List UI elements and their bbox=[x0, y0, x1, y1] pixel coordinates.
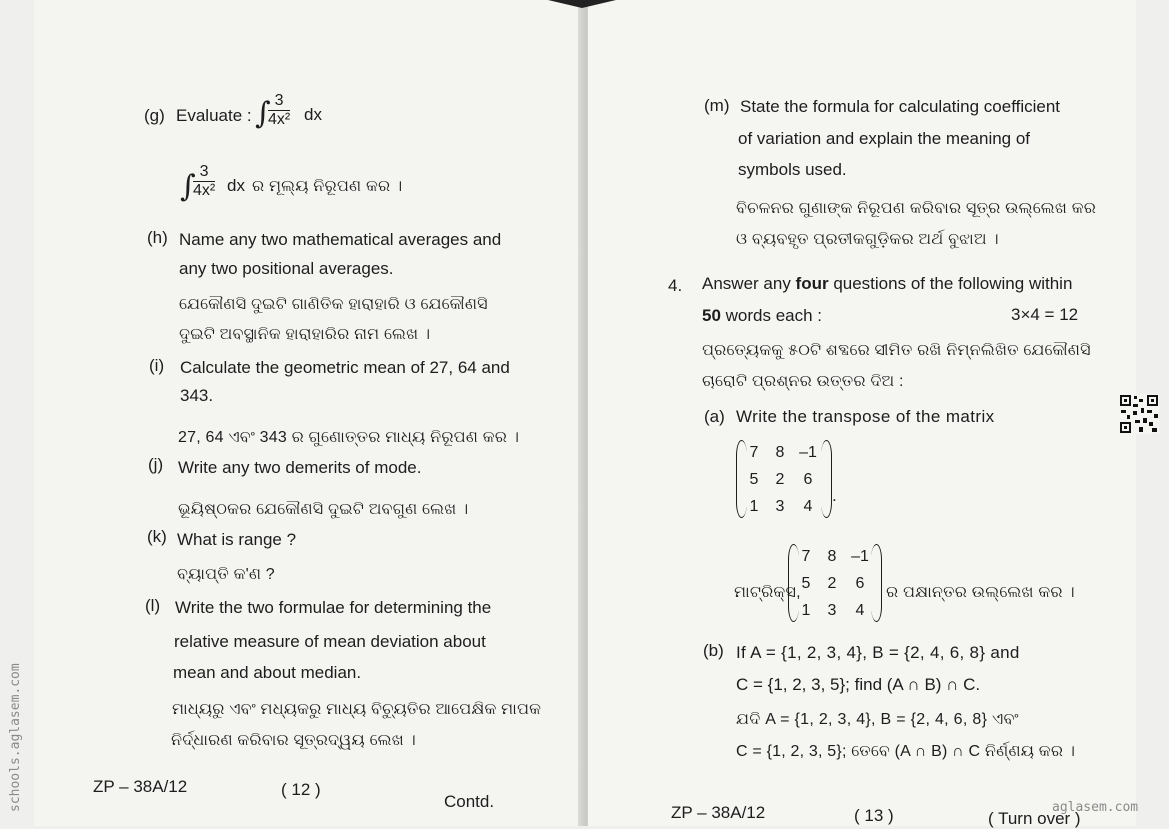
q-i-line2: 343. bbox=[180, 386, 214, 405]
matrix-1-cell: 3 bbox=[775, 498, 785, 515]
matrix-1-cell: 6 bbox=[803, 471, 813, 488]
matrix-2-cell: 1 bbox=[801, 602, 811, 619]
spine-tip bbox=[548, 0, 616, 8]
right-footer-page: ( 13 ) bbox=[854, 806, 894, 825]
matrix-2-cell: 4 bbox=[855, 602, 865, 619]
matrix-1-cell: 2 bbox=[775, 471, 785, 488]
matrix-1-cell: –1 bbox=[799, 444, 817, 461]
right-footer-turn: ( Turn over ) bbox=[988, 809, 1081, 828]
q-l-label: (l) bbox=[145, 596, 161, 615]
q-h-line2: any two positional averages. bbox=[179, 259, 394, 278]
q-b-odia1: ଯଦି A = {1, 2, 3, 4}, B = {2, 4, 6, 8} ଏବଂ bbox=[736, 711, 1019, 728]
q-g-text: Evaluate : bbox=[176, 106, 252, 125]
q-h-line1: Name any two mathematical averages and bbox=[179, 230, 502, 249]
integral-sign: ∫ bbox=[255, 96, 271, 131]
q-k-odia1: ବ୍ୟାପ୍ତି କ'ଣ ? bbox=[177, 566, 275, 583]
q-h-label: (h) bbox=[147, 228, 168, 247]
q-m-odia1: ବିଚଳନର ଗୁଣାଙ୍କ ନିରୂପଣ କରିବାର ସୂତ୍ର ଉଲ୍ଲେଖ କର bbox=[736, 200, 1097, 217]
q-k-line1: What is range ? bbox=[177, 530, 297, 549]
q-l-line2: relative measure of mean deviation about bbox=[174, 632, 486, 651]
q-b-label: (b) bbox=[703, 641, 724, 660]
q4-number: 4. bbox=[668, 276, 683, 295]
q-i-line1: Calculate the geometric mean of 27, 64 and bbox=[180, 358, 510, 377]
q-j-label: (j) bbox=[148, 455, 164, 474]
q-i-odia1: 27, 64 ଏବଂ 343 ର ଗୁଣୋତ୍ତର ମାଧ୍ୟ ନିରୂପଣ କର । bbox=[178, 429, 520, 446]
q4-line2-fifty: 50 bbox=[702, 306, 721, 325]
q-g-odia: ର ମୂଲ୍ୟ ନିରୂପଣ କର । bbox=[252, 178, 403, 195]
q-a-odia-prefix: ମାଟ୍ରିକ୍ସ, bbox=[734, 584, 801, 601]
q-g-label: (g) bbox=[144, 106, 165, 125]
q4-odia1: ପ୍ରତ୍ୟେକକୁ ୫୦ଟି ଶବ୍ଦରେ ସୀମିତ ରଖି ନିମ୍ନଲିଖିତ ଯେକୌଣସି bbox=[702, 342, 1091, 359]
matrix-1-cell: 7 bbox=[749, 444, 759, 461]
fraction-denominator-od: 4x² bbox=[193, 182, 216, 199]
q-k-label: (k) bbox=[147, 527, 167, 546]
qr-code-icon bbox=[1119, 394, 1159, 434]
matrix-2-cell: 3 bbox=[827, 602, 837, 619]
q-g-fraction bbox=[268, 92, 290, 129]
q-i-label: (i) bbox=[149, 356, 165, 375]
q-j-line1: Write any two demerits of mode. bbox=[178, 458, 422, 477]
q-m-line2: of variation and explain the meaning of bbox=[738, 129, 1031, 148]
matrix-2-cell: 2 bbox=[827, 575, 837, 592]
q4-line1-c: questions of the following within bbox=[828, 274, 1073, 293]
matrix-1-right-bracket bbox=[821, 440, 832, 518]
q-l-odia1: ମାଧ୍ୟରୁ ଏବଂ ମଧ୍ୟକରୁ ମାଧ୍ୟ ବିଚ୍ୟୁତିର ଆପେକ୍ଷିକ ମାପକ bbox=[172, 701, 542, 718]
q-g-dx-od: dx bbox=[227, 176, 245, 195]
q4-line1-a: Answer any bbox=[702, 274, 796, 293]
q-m-line1: State the formula for calculating coefficient bbox=[740, 97, 1061, 116]
q-a-label: (a) bbox=[704, 407, 725, 426]
q-h-odia2: ଦୁଇଟି ଅବସ୍ଥାନିକ ହାରାହାରିର ନାମ ଲେଖ । bbox=[179, 326, 431, 343]
q-b-line1: If A = {1, 2, 3, 4}, B = {2, 4, 6, 8} and bbox=[736, 643, 1020, 662]
matrix-1-cell: 8 bbox=[775, 444, 785, 461]
fraction-numerator-od: 3 bbox=[193, 163, 215, 182]
q-m-line3: symbols used. bbox=[738, 160, 847, 179]
q-g-fraction-od bbox=[193, 163, 215, 200]
matrix-1-cell: 5 bbox=[749, 471, 759, 488]
matrix-1-cell: 4 bbox=[803, 498, 813, 515]
q4-line1-four: four bbox=[795, 274, 829, 293]
matrix-1 bbox=[736, 440, 832, 520]
left-footer-contd: Contd. bbox=[444, 792, 495, 811]
q4-line2-b: words each : bbox=[720, 306, 823, 325]
q-m-label: (m) bbox=[704, 96, 730, 115]
matrix-2-cell: 7 bbox=[801, 548, 811, 565]
bottom-watermark: aglasem.com bbox=[1052, 800, 1139, 815]
q-m-odia2: ଓ ବ୍ୟବହୃତ ପ୍ରତୀକଗୁଡ଼ିକର ଅର୍ଥ ବୁଝାଅ । bbox=[736, 231, 999, 248]
side-watermark: schools.aglasem.com bbox=[8, 663, 23, 812]
fraction-numerator: 3 bbox=[268, 92, 290, 111]
matrix-2 bbox=[788, 544, 882, 624]
left-footer-page: ( 12 ) bbox=[281, 780, 321, 799]
q-l-line1: Write the two formulae for determining the bbox=[175, 598, 492, 617]
matrix-1-cell: 1 bbox=[749, 498, 759, 515]
q-l-odia2: ନିର୍ଦ୍ଧାରଣ କରିବାର ସୂତ୍ରଦ୍ୱୟ ଲେଖ । bbox=[171, 732, 416, 749]
integral-sign-od: ∫ bbox=[180, 169, 196, 204]
q-a-odia-suffix: ର ପକ୍ଷାନ୍ତର ଉଲ୍ଲେଖ କର । bbox=[886, 584, 1075, 601]
q4-line2 bbox=[702, 306, 822, 326]
q-h-odia1: ଯେକୌଣସି ଦୁଇଟି ଗାଣିତିକ ହାରାହାରି ଓ ଯେକୌଣସି bbox=[179, 296, 488, 313]
matrix-1-period: . bbox=[832, 486, 837, 505]
right-footer-code: ZP – 38A/12 bbox=[671, 803, 766, 822]
q4-line1 bbox=[702, 274, 1072, 294]
matrix-2-cell: 5 bbox=[801, 575, 811, 592]
q-l-line3: mean and about median. bbox=[173, 663, 362, 682]
left-footer-code: ZP – 38A/12 bbox=[93, 777, 188, 796]
q4-odia2: ଚାରୋଟି ପ୍ରଶ୍ନର ଉତ୍ତର ଦିଅ : bbox=[702, 373, 904, 390]
q-g-dx: dx bbox=[304, 105, 322, 124]
q4-marks: 3×4 = 12 bbox=[1011, 305, 1079, 324]
matrix-2-cell: –1 bbox=[851, 548, 869, 565]
q-b-odia2: C = {1, 2, 3, 5}; ତେବେ (A ∩ B) ∩ C ନିର୍ଣ୍ଣୟ କର । bbox=[736, 743, 1076, 760]
matrix-2-cell: 8 bbox=[827, 548, 837, 565]
q-b-line2: C = {1, 2, 3, 5}; find (A ∩ B) ∩ C. bbox=[736, 675, 981, 694]
q-j-odia1: ଭୂୟିଷ୍ଠକର ଯେକୌଣସି ଦୁଇଟି ଅବଗୁଣ ଲେଖ । bbox=[178, 501, 469, 518]
fraction-denominator: 4x² bbox=[268, 111, 291, 128]
q-a-text: Write the transpose of the matrix bbox=[736, 407, 995, 426]
matrix-2-cell: 6 bbox=[855, 575, 865, 592]
